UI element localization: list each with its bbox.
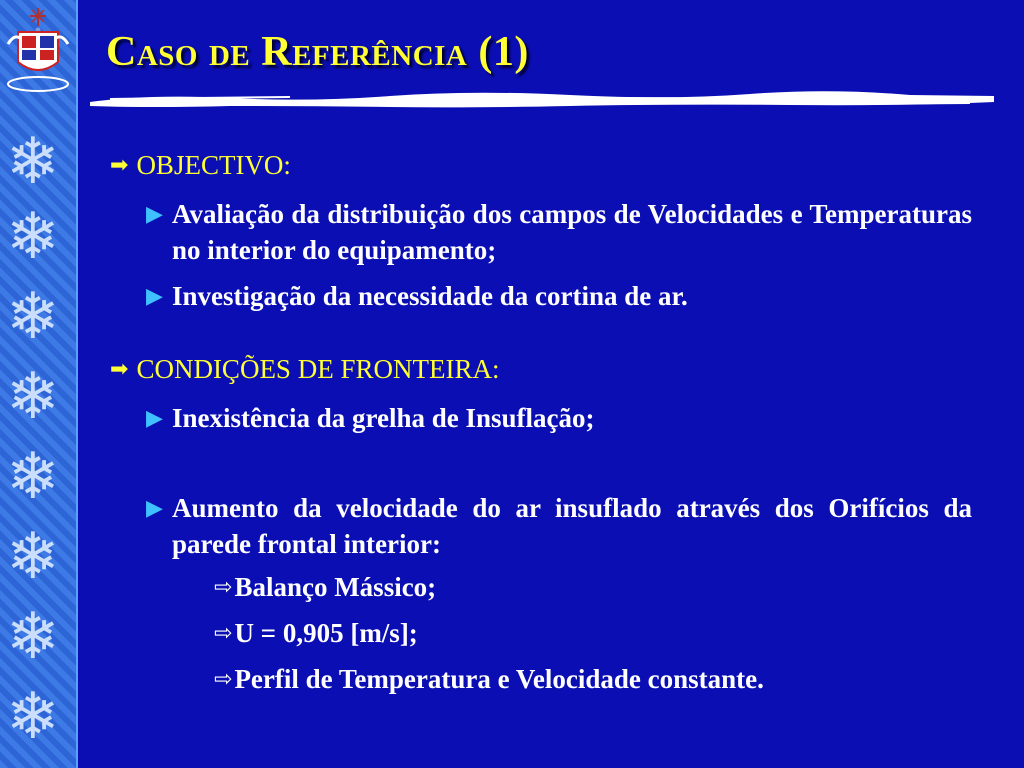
right-arrow-icon: ➡ [110, 357, 129, 382]
outline-arrow-icon: ⇨ [214, 621, 233, 646]
sub-list-item [214, 664, 764, 695]
list-item [146, 400, 972, 436]
item-text: Aumento da velocidade do ar insuflado através dos Orifícios da parede frontal interior: [172, 493, 972, 559]
snowflake-icon: ❄ [6, 280, 60, 354]
list-item [146, 278, 972, 314]
snowflake-icon: ❄ [6, 440, 60, 514]
institution-logo [4, 4, 72, 96]
triangle-right-icon: ▶ [146, 496, 163, 521]
slide-title: Caso de Referência (1) [106, 29, 529, 75]
heading-objectivo [110, 150, 291, 181]
title-underline-brush [90, 86, 994, 112]
list-item [146, 490, 972, 562]
outline-arrow-icon: ⇨ [214, 575, 233, 600]
snowflake-icon: ❄ [6, 520, 60, 594]
heading-label: CONDIÇÕES DE FRONTEIRA: [136, 354, 500, 384]
heading-condicoes-fronteira [110, 354, 499, 385]
right-arrow-icon: ➡ [110, 153, 129, 178]
decorative-sidebar [0, 0, 78, 768]
subitem-text: Perfil de Temperatura e Velocidade constante. [234, 664, 764, 694]
sub-list-item [214, 572, 436, 603]
outline-arrow-icon: ⇨ [214, 667, 233, 692]
heading-label: OBJECTIVO: [136, 150, 291, 180]
snowflake-icon: ❄ [6, 200, 60, 274]
snowflake-icon: ❄ [6, 600, 60, 674]
subitem-text: U = 0,905 [m/s]; [234, 618, 418, 648]
snowflake-icon: ❄ [6, 360, 60, 434]
snowflake-icon: ❄ [6, 125, 60, 199]
subitem-text: Balanço Mássico; [234, 572, 437, 602]
snowflake-icon: ❄ [6, 680, 60, 754]
triangle-right-icon: ▶ [146, 406, 163, 431]
item-text: Inexistência da grelha de Insuflação; [172, 403, 595, 433]
item-text: Avaliação da distribuição dos campos de Velocidades e Temperaturas no interior do equipamento; [172, 199, 972, 265]
triangle-right-icon: ▶ [146, 202, 163, 227]
item-text: Investigação da necessidade da cortina de ar. [172, 281, 688, 311]
triangle-right-icon: ▶ [146, 284, 163, 309]
list-item [146, 196, 972, 268]
sub-list-item [214, 618, 418, 649]
